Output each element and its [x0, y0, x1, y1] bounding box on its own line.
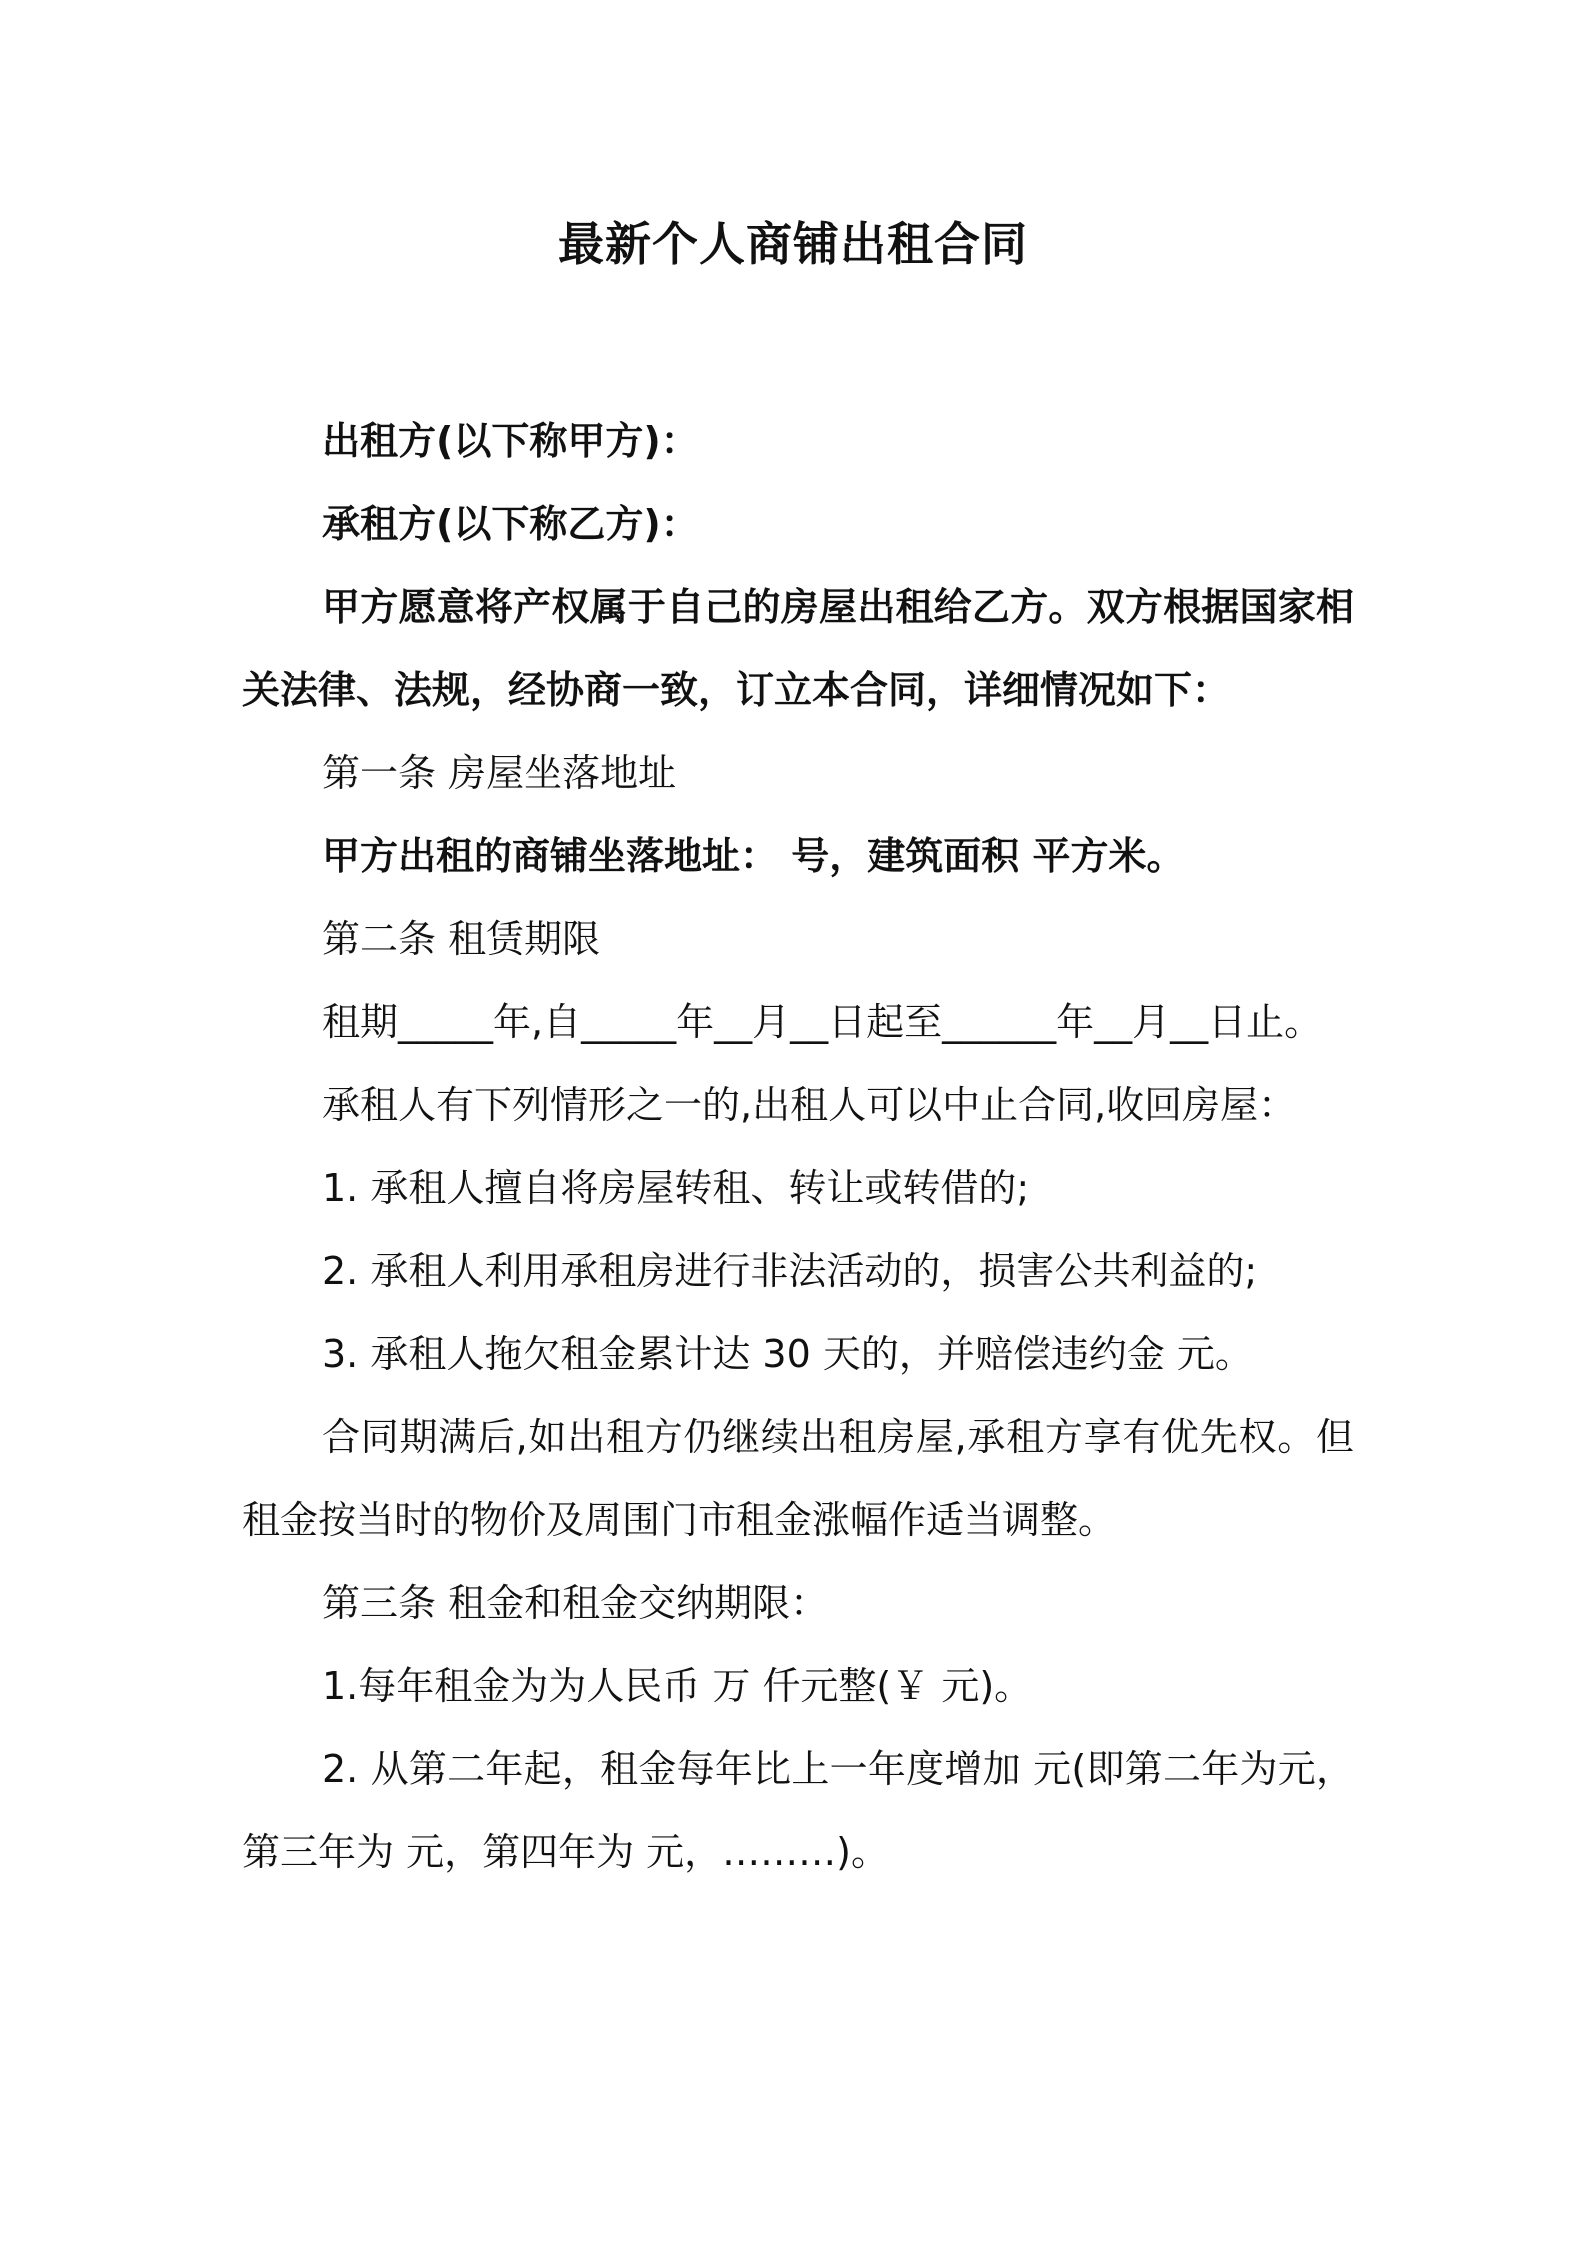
article-2-heading: 第二条 租赁期限 [322, 917, 601, 961]
document-body [242, 400, 1354, 1894]
property-address-paragraph: 甲方出租的商铺坐落地址： 号，建筑面积 平方米。 [322, 834, 1185, 878]
termination-item-1: 1. 承租人擅自将房屋转租、转让或转借的; [322, 1166, 1030, 1210]
termination-conditions-paragraph: 承租人有下列情形之一的,出租人可以中止合同,收回房屋： [322, 1083, 1297, 1127]
rent-item-2: 2. 从第二年起，租金每年比上一年度增加 元(即第二年为元，第三年为 元，第四年为 元，………)。 [242, 1747, 1354, 1874]
lease-term-paragraph: 租期_____年,自_____年__月__日起至______年__月__日止。 [322, 1000, 1323, 1044]
article-3-heading: 第三条 租金和租金交纳期限： [322, 1581, 829, 1625]
termination-item-2: 2. 承租人利用承租房进行非法活动的，损害公共利益的; [322, 1249, 1258, 1293]
document-title: 最新个人商铺出租合同 [558, 217, 1028, 271]
lessor-line: 出租方(以下称甲方)： [322, 419, 699, 463]
rent-item-1: 1.每年租金为为人民币 万 仟元整(￥ 元)。 [322, 1664, 1033, 1708]
lessee-line: 承租方(以下称乙方)： [322, 502, 699, 546]
termination-item-3: 3. 承租人拖欠租金累计达 30 天的，并赔偿违约金 元。 [322, 1332, 1253, 1376]
intro-paragraph: 甲方愿意将产权属于自己的房屋出租给乙方。双方根据国家相关法律、法规，经协商一致，订立本合同，详细情况如下： [242, 585, 1354, 712]
article-1-heading: 第一条 房屋坐落地址 [322, 751, 677, 795]
renewal-priority-paragraph: 合同期满后,如出租方仍继续出租房屋,承租方享有优先权。但租金按当时的物价及周围门市租金涨幅作适当调整。 [242, 1415, 1354, 1542]
